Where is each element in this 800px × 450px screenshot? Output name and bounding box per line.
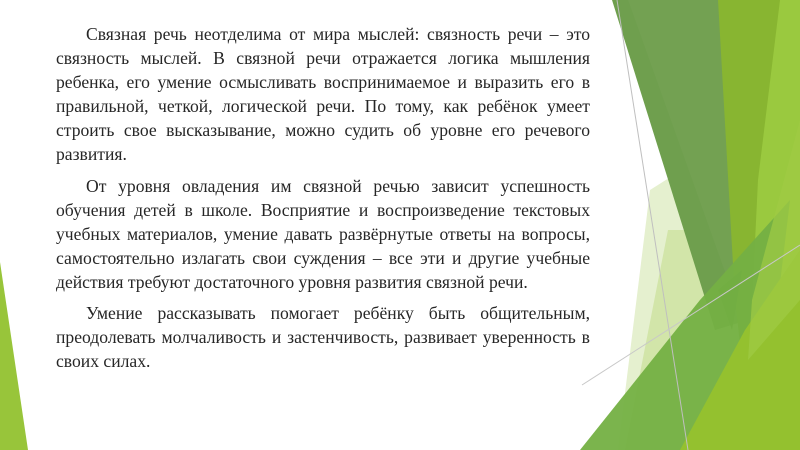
- paragraph-3: Умение рассказывать помогает ребёнку быть общительным, преодолевать молчаливость и застенчивость, развивает уверенность в своих силах.: [56, 303, 590, 372]
- left-green-triangle: [0, 262, 28, 450]
- paragraph-1: Связная речь неотделима от мира мыслей: связность речи – это связность мыслей. В связной речи отражается логика мышления ребенка, его умение осмысливать воспринимаемое и выразить его в правильной, четкой, логической речи. По тому, как ребёнок умеет строить свое высказывание, можно судить об уровне его речевого развития.: [56, 24, 590, 165]
- paragraph-2: От уровня овладения им связной речью зависит успешность обучения детей в школе. Восприятие и воспроизведение текстовых учебных материалов, умение давать развёрнутые ответы на вопросы, самостоятельно излагать свои суждения – все эти и другие учебные действия требуют достаточного уровня развития связной речи.: [56, 175, 590, 292]
- slide-text-body: [56, 22, 590, 380]
